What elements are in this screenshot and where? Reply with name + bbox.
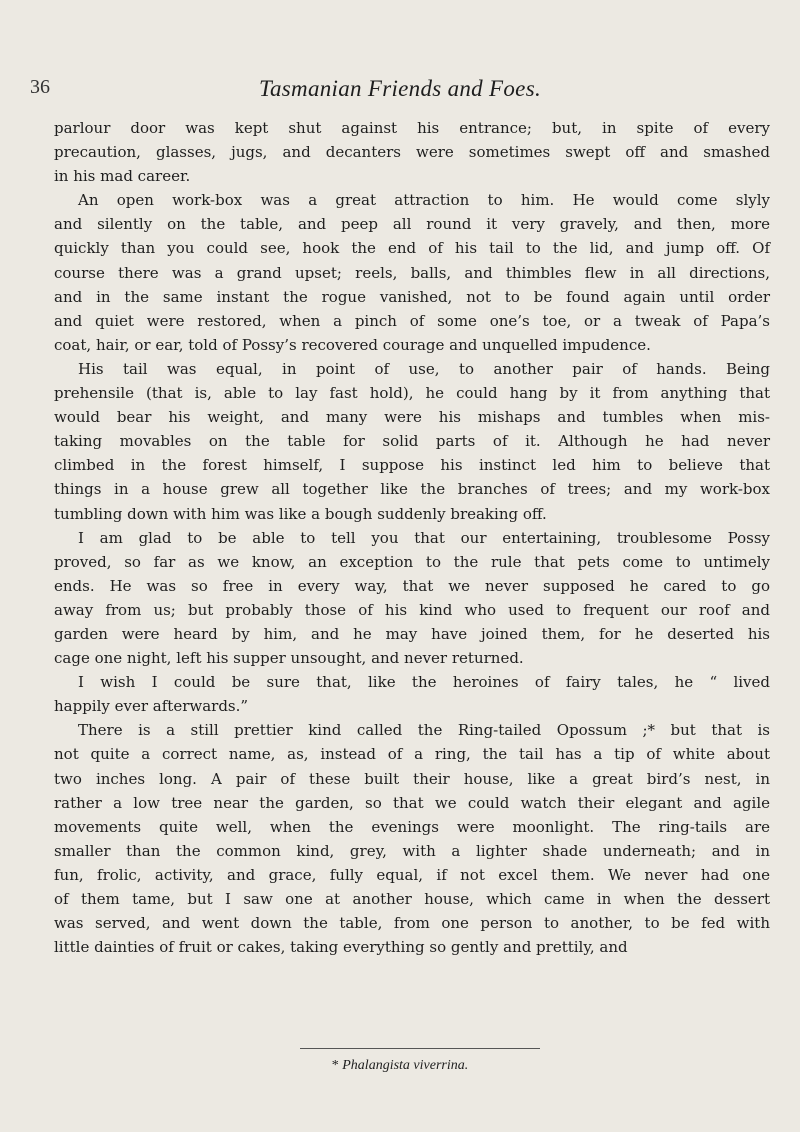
text-line: in his mad career. — [54, 167, 191, 186]
text-line: cage one night, left his supper unsought, and never returned. — [54, 649, 524, 668]
footnote-text: Phalangista viverrina. — [342, 1058, 469, 1073]
paragraph — [54, 526, 770, 671]
text-line: and quiet were restored, when a pinch of some one’s toe, or a tweak of Papa’s — [54, 311, 770, 330]
text-line: away from us; but probably those of his kind who used to frequent our roof and — [54, 600, 770, 619]
footnote-marker: * — [331, 1058, 343, 1073]
paragraph — [54, 116, 770, 188]
text-line: tumbling down with him was like a bough suddenly breaking off. — [54, 504, 547, 523]
text-line: quickly than you could see, hook the end of his tail to the lid, and jump off. Of — [54, 239, 770, 258]
text-line: parlour door was kept shut against his entrance; but, in spite of every — [54, 119, 770, 137]
text-line: proved, so far as we know, an exception to the rule that pets come to untimely — [54, 552, 770, 571]
footnote — [0, 1058, 800, 1074]
text-line: His tail was equal, in point of use, to another pair of hands. Being — [78, 359, 770, 378]
text-line: coat, hair, or ear, told of Possy’s recovered courage and unquelled impudence. — [54, 335, 651, 354]
text-line: was served, and went down the table, from one person to another, to be fed with — [54, 914, 770, 933]
text-line: I am glad to be able to tell you that our entertaining, troublesome Possy — [78, 528, 770, 547]
text-line: taking movables on the table for solid parts of it. Although he had never — [54, 432, 770, 451]
text-line: and in the same instant the rogue vanished, not to be found again until order — [54, 287, 770, 306]
text-line: and silently on the table, and peep all round it very gravely, and then, more — [54, 215, 770, 234]
text-line: climbed in the forest himself, I suppose his instinct led him to believe that — [54, 456, 770, 475]
paragraph — [54, 718, 770, 959]
text-line: things in a house grew all together like the branches of trees; and my work-box — [54, 480, 770, 499]
text-line: precaution, glasses, jugs, and decanters were sometimes swept off and smashed — [54, 143, 770, 162]
paragraph — [54, 188, 770, 357]
text-line: rather a low tree near the garden, so that we could watch their elegant and agile — [54, 793, 770, 812]
text-line: course there was a grand upset; reels, balls, and thimbles flew in all directions, — [54, 263, 770, 282]
page-header — [30, 76, 770, 106]
text-line: not quite a correct name, as, instead of a ring, the tail has a tip of white about — [54, 745, 770, 764]
text-line: I wish I could be sure that, like the heroines of fairy tales, he “ lived — [78, 673, 770, 692]
text-line: two inches long. A pair of these built their house, like a great bird’s nest, in — [54, 769, 770, 788]
paragraph — [54, 670, 770, 718]
text-line: ends. He was so free in every way, that we never supposed he cared to go — [54, 576, 770, 595]
paragraph — [54, 357, 770, 526]
text-line: prehensile (that is, able to lay fast hold), he could hang by it from anything that — [54, 384, 770, 403]
text-line: happily ever afterwards.” — [54, 697, 249, 716]
footnote-divider — [300, 1048, 540, 1049]
text-line: little dainties of fruit or cakes, taking everything so gently and prettily, and — [54, 938, 628, 957]
text-line: An open work-box was a great attraction to him. He would come slyly — [78, 191, 770, 210]
text-line: smaller than the common kind, grey, with a lighter shade underneath; and in — [54, 841, 770, 860]
body-text — [54, 116, 770, 959]
page-number: 36 — [30, 76, 50, 98]
running-title: Tasmanian Friends and Foes. — [259, 76, 541, 101]
text-line: would bear his weight, and many were his mishaps and tumbles when mis- — [54, 408, 770, 427]
text-line: There is a still prettier kind called the Ring-tailed Opossum ;* but that is — [78, 721, 770, 740]
text-line: movements quite well, when the evenings were moonlight. The ring-tails are — [54, 817, 770, 836]
text-line: fun, frolic, activity, and grace, fully equal, if not excel them. We never had one — [54, 865, 770, 884]
text-line: of them tame, but I saw one at another house, which came in when the dessert — [54, 890, 770, 908]
text-line: garden were heard by him, and he may have joined them, for he deserted his — [54, 624, 770, 643]
